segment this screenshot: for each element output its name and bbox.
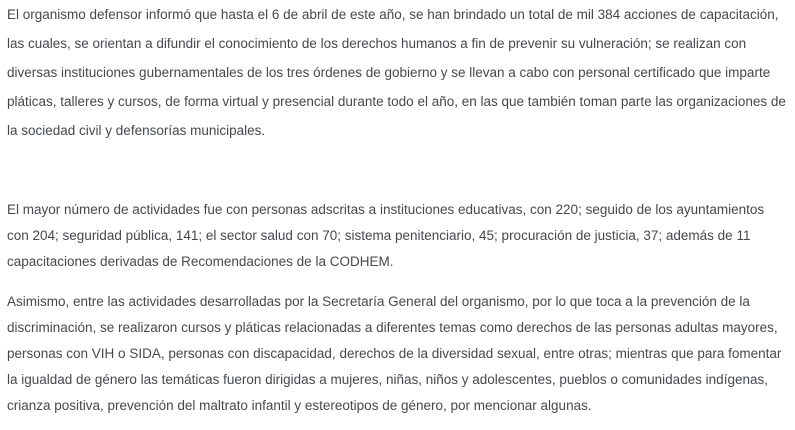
paragraph-activity-breakdown — [7, 197, 787, 275]
paragraph-training-summary — [7, 0, 787, 145]
text-line: las cuales, se orientan a difundir el conocimiento de los derechos humanos a fin de prevenir su vulneración; se realizan con — [7, 36, 747, 51]
text-line: El organismo defensor informó que hasta el 6 de abril de este año, se han brindado un total de mil 384 acciones de capacitación, — [7, 7, 779, 22]
paragraph-discrimination-prevention — [7, 289, 787, 419]
text-line: diversas instituciones gubernamentales de los tres órdenes de gobierno y se llevan a cabo con personal certificado que imparte — [7, 65, 771, 80]
text-line: discriminación, se realizaron cursos y pláticas relacionadas a diferentes temas como derechos de las personas adultas mayores, — [7, 320, 778, 335]
text-line: El mayor número de actividades fue con personas adscritas a instituciones educativas, con 220; seguido de los ayuntamientos — [7, 202, 765, 217]
text-line: crianza positiva, prevención del maltrato infantil y estereotipos de género, por mencionar algunas. — [7, 398, 592, 413]
text-line: personas con VIH o SIDA, personas con discapacidad, derechos de la diversidad sexual, entre otras; mientras que para fomentar — [7, 346, 782, 361]
text-line: capacitaciones derivadas de Recomendaciones de la CODHEM. — [7, 254, 394, 269]
text-line: pláticas, talleres y cursos, de forma virtual y presencial durante todo el año, en las que también toman parte las organizaciones de — [7, 94, 786, 109]
text-line: la igualdad de género las temáticas fueron dirigidas a mujeres, niñas, niños y adolescentes, pueblos o comunidades indígenas, — [7, 372, 768, 387]
text-line: Asimismo, entre las actividades desarrolladas por la Secretaría General del organismo, por lo que toca a la prevención de la — [7, 294, 750, 309]
text-line: con 204; seguridad pública, 141; el sector salud con 70; sistema penitenciario, 45; procuración de justicia, 37; además de 11 — [7, 228, 751, 243]
text-line: la sociedad civil y defensorías municipales. — [7, 123, 266, 138]
